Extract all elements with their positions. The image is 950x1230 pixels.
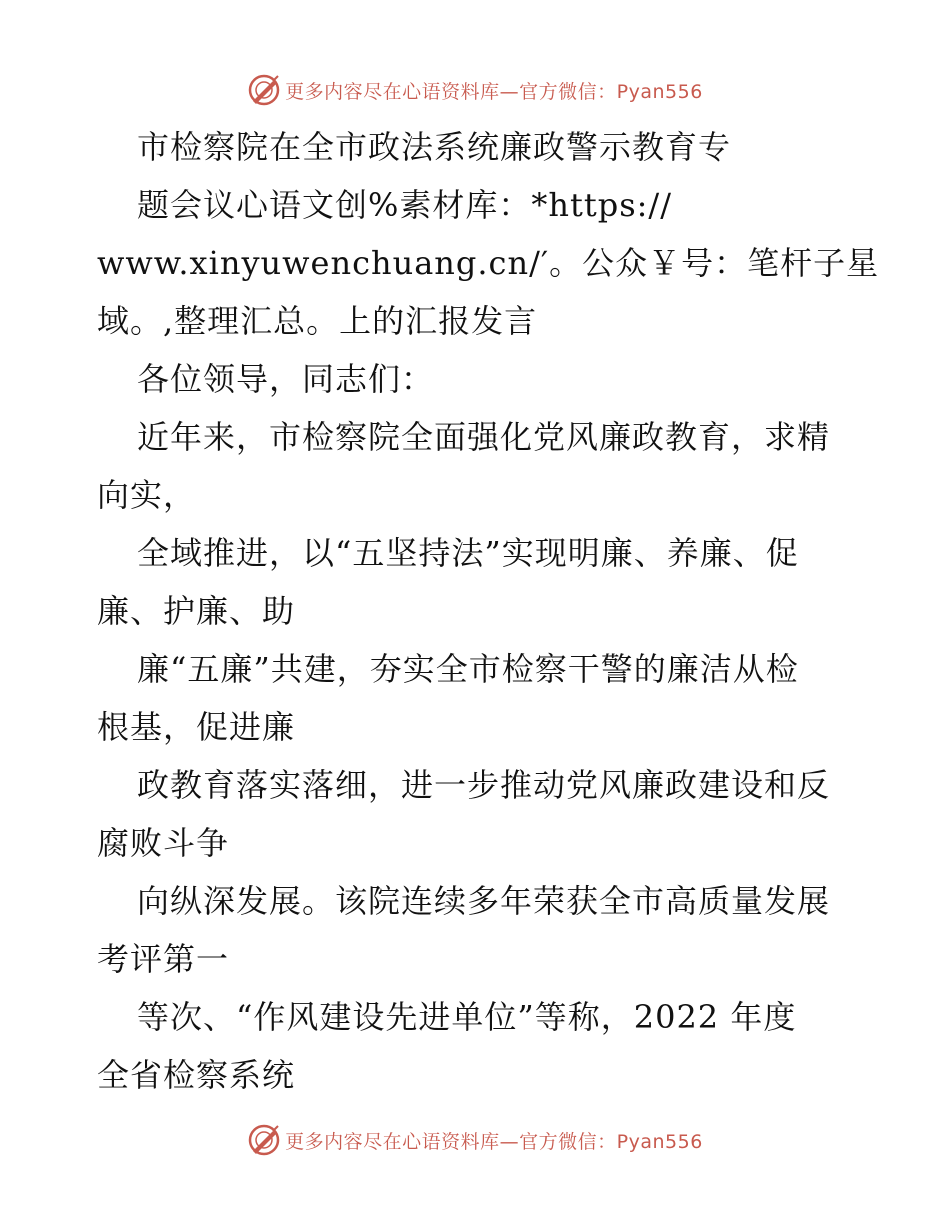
- pen-logo-icon: [247, 73, 281, 107]
- text-line: 政教育落实落细，进一步推动党风廉政建设和反: [137, 766, 831, 804]
- pen-logo-icon: [247, 1123, 281, 1157]
- text-line: 近年来，市检察院全面强化党风廉政教育，求精: [137, 418, 831, 456]
- text-line: www.xinyuwenchuang.cn/′。公众￥号：笔杆子星: [97, 244, 880, 282]
- watermark-text: 更多内容尽在心语资料库—官方微信：Pyan556: [285, 80, 703, 103]
- footer-watermark: [0, 1120, 950, 1160]
- text-line: 向纵深发展。该院连续多年荣获全市高质量发展: [137, 882, 831, 920]
- text-line: 全域推进，以“五坚持法”实现明廉、养廉、促: [137, 534, 799, 572]
- text-line: 题会议心语文创%素材库：*https://: [137, 186, 672, 224]
- text-line: 廉“五廉”共建，夯实全市检察干警的廉洁从检: [137, 650, 799, 688]
- text-line: 腐败斗争: [97, 824, 230, 862]
- watermark-text: 更多内容尽在心语资料库—官方微信：Pyan556: [285, 1130, 703, 1153]
- text-line: 全省检察系统: [97, 1056, 296, 1094]
- text-line: 考评第一: [97, 940, 230, 978]
- document-body: [97, 118, 880, 1104]
- text-line: 市检察院在全市政法系统廉政警示教育专: [137, 128, 732, 166]
- header-watermark: [0, 70, 950, 110]
- salutation: 各位领导，同志们：: [137, 360, 435, 398]
- text-line: 向实，: [97, 476, 197, 514]
- text-line: 等次、“作风建设先进单位”等称，2022 年度: [137, 998, 797, 1036]
- text-line: 廉、护廉、助: [97, 592, 296, 630]
- text-line: 根基，促进廉: [97, 708, 296, 746]
- text-line: 域。,整理汇总。上的汇报发言: [97, 302, 538, 340]
